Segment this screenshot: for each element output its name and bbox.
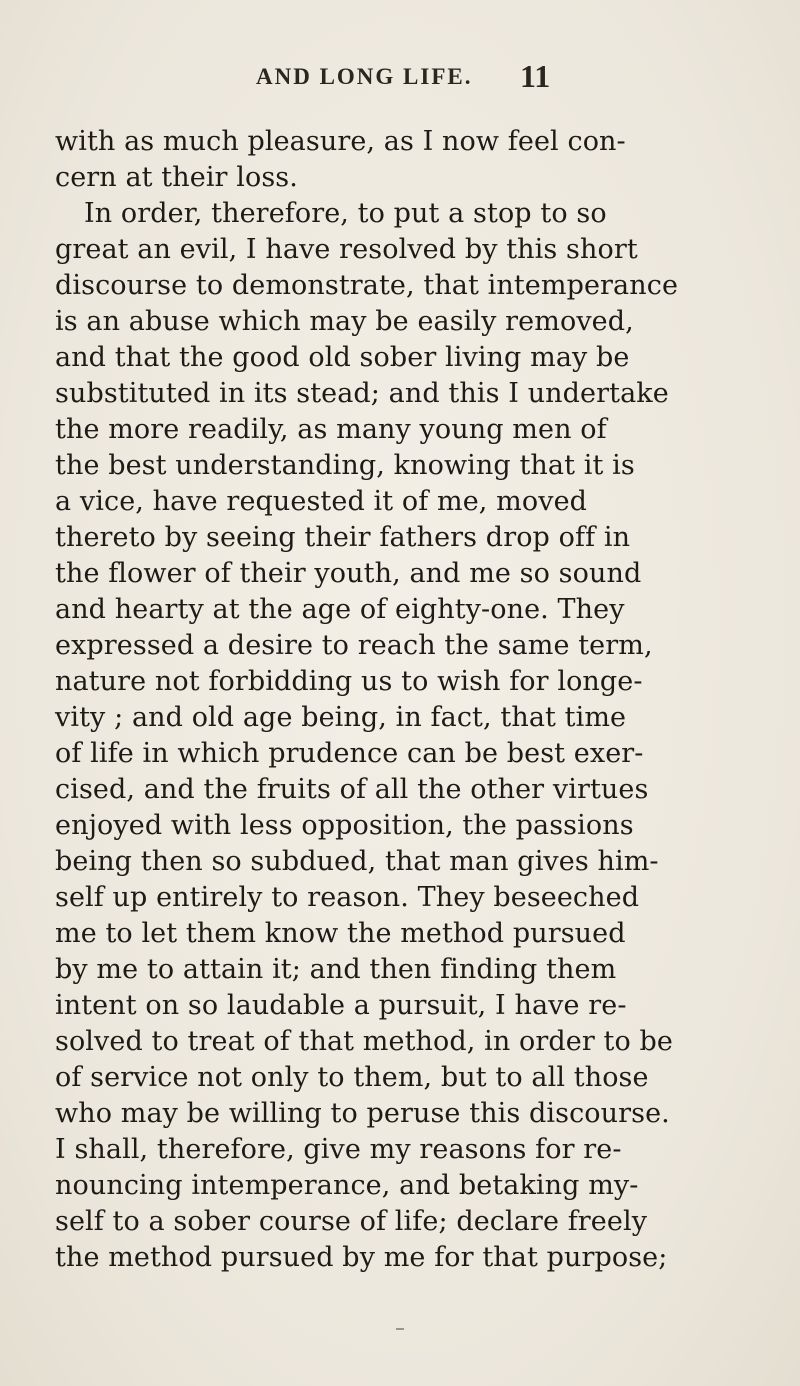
text-line: In order, therefore, to put a stop to so xyxy=(84,198,607,229)
text-line: vity ; and old age being, in fact, that time xyxy=(55,702,627,733)
text-line: being then so subdued, that man gives him- xyxy=(55,846,659,877)
text-line: enjoyed with less opposition, the passions xyxy=(55,810,634,841)
running-head xyxy=(0,58,800,98)
text-line: and hearty at the age of eighty-one. They xyxy=(55,594,625,625)
text-line: thereto by seeing their fathers drop off in xyxy=(55,522,631,553)
text-line: discourse to demonstrate, that intemperance xyxy=(55,270,679,301)
text-line: cised, and the fruits of all the other virtues xyxy=(55,774,649,805)
text-line: I shall, therefore, give my reasons for re- xyxy=(55,1134,622,1165)
text-line: substituted in its stead; and this I undertake xyxy=(55,378,669,409)
text-line: is an abuse which may be easily removed, xyxy=(55,306,634,337)
running-title: AND LONG LIFE. xyxy=(256,64,473,89)
text-line: of service not only to them, but to all those xyxy=(55,1062,649,1093)
text-line: self up entirely to reason. They beseeched xyxy=(55,882,640,913)
text-line: the best understanding, knowing that it is xyxy=(55,450,635,481)
text-line: expressed a desire to reach the same term, xyxy=(55,630,653,661)
text-line: with as much pleasure, as I now feel con- xyxy=(55,126,626,157)
text-line: self to a sober course of life; declare freely xyxy=(55,1206,648,1237)
text-line: of life in which prudence can be best exer- xyxy=(55,738,644,769)
text-line: a vice, have requested it of me, moved xyxy=(55,486,588,517)
text-line: nouncing intemperance, and betaking my- xyxy=(55,1170,639,1201)
text-line: and that the good old sober living may be xyxy=(55,342,630,373)
text-line: solved to treat of that method, in order to be xyxy=(55,1026,673,1057)
text-line: me to let them know the method pursued xyxy=(55,918,626,949)
text-line: by me to attain it; and then finding them xyxy=(55,954,617,985)
text-line: who may be willing to peruse this discourse. xyxy=(55,1098,670,1129)
text-line: great an evil, I have resolved by this short xyxy=(55,234,638,265)
text-line: nature not forbidding us to wish for longe- xyxy=(55,666,643,697)
text-line: the method pursued by me for that purpose; xyxy=(55,1242,668,1273)
scan-mark xyxy=(396,1328,404,1330)
page-number: 11 xyxy=(520,58,551,94)
text-line: intent on so laudable a pursuit, I have re- xyxy=(55,990,627,1021)
text-line: cern at their loss. xyxy=(55,162,298,193)
text-line: the flower of their youth, and me so sound xyxy=(55,558,642,589)
text-line: the more readily, as many young men of xyxy=(55,414,607,445)
